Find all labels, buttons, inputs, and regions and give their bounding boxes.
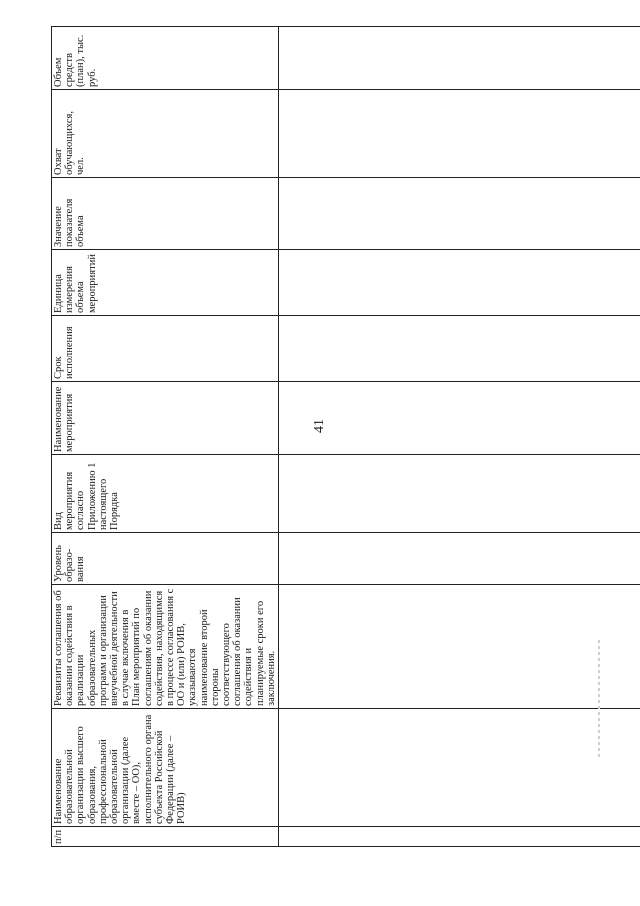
table-cell [279, 533, 640, 585]
header-cell-deadline: Срок исполнения [52, 316, 279, 382]
table-row [279, 27, 640, 847]
header-cell-agreement-details: Реквизиты соглашения об оказании содействия в реализации образовательных программ и организации внеучебной деятельности в случае включения в План мероприятий по соглашениям об оказании содействия, находящимся в процессе согласования с ОО и (или) РОИВ, указываются наименование второй стороны соответствующего соглашения об оказании содействия и планируемые сроки его заключения. [52, 585, 279, 709]
header-cell-event-name: Наименование мероприятия [52, 382, 279, 455]
table-cell [279, 250, 640, 316]
header-cell-indicator-value: Значение показателя объема [52, 178, 279, 250]
table-cell [279, 827, 640, 847]
table-cell [279, 585, 640, 709]
table-header-row [52, 27, 279, 847]
rotated-page-content [51, 27, 475, 847]
table-cell [279, 382, 640, 455]
table-cell [279, 27, 640, 90]
table-cell [279, 316, 640, 382]
table-cell [279, 455, 640, 533]
header-cell-unit: Единица измерения объема мероприятий [52, 250, 279, 316]
header-cell-education-level: Уровень образо-вания [52, 533, 279, 585]
table-cell [279, 90, 640, 178]
table-cell [279, 709, 640, 827]
header-cell-student-coverage: Охват обучающихся, чел. [52, 90, 279, 178]
table-cell [279, 178, 640, 250]
header-cell-event-type: Вид мероприятия согласно Приложению 1 настоящего Порядка [52, 455, 279, 533]
header-cell-funding-amount: Объем средств (план), тыс. руб. [52, 27, 279, 90]
header-cell-organization-name: Наименование образовательной организации высшего образования, профессиональной образовательной организации (далее вместе – ОО), исполнительного органа субъекта Российской Федерации (далее – РОИВ) [52, 709, 279, 827]
page-number: 41 [312, 419, 327, 433]
events-plan-table [51, 26, 640, 847]
header-cell-number: п/п [52, 827, 279, 847]
scan-artifact [598, 640, 600, 760]
